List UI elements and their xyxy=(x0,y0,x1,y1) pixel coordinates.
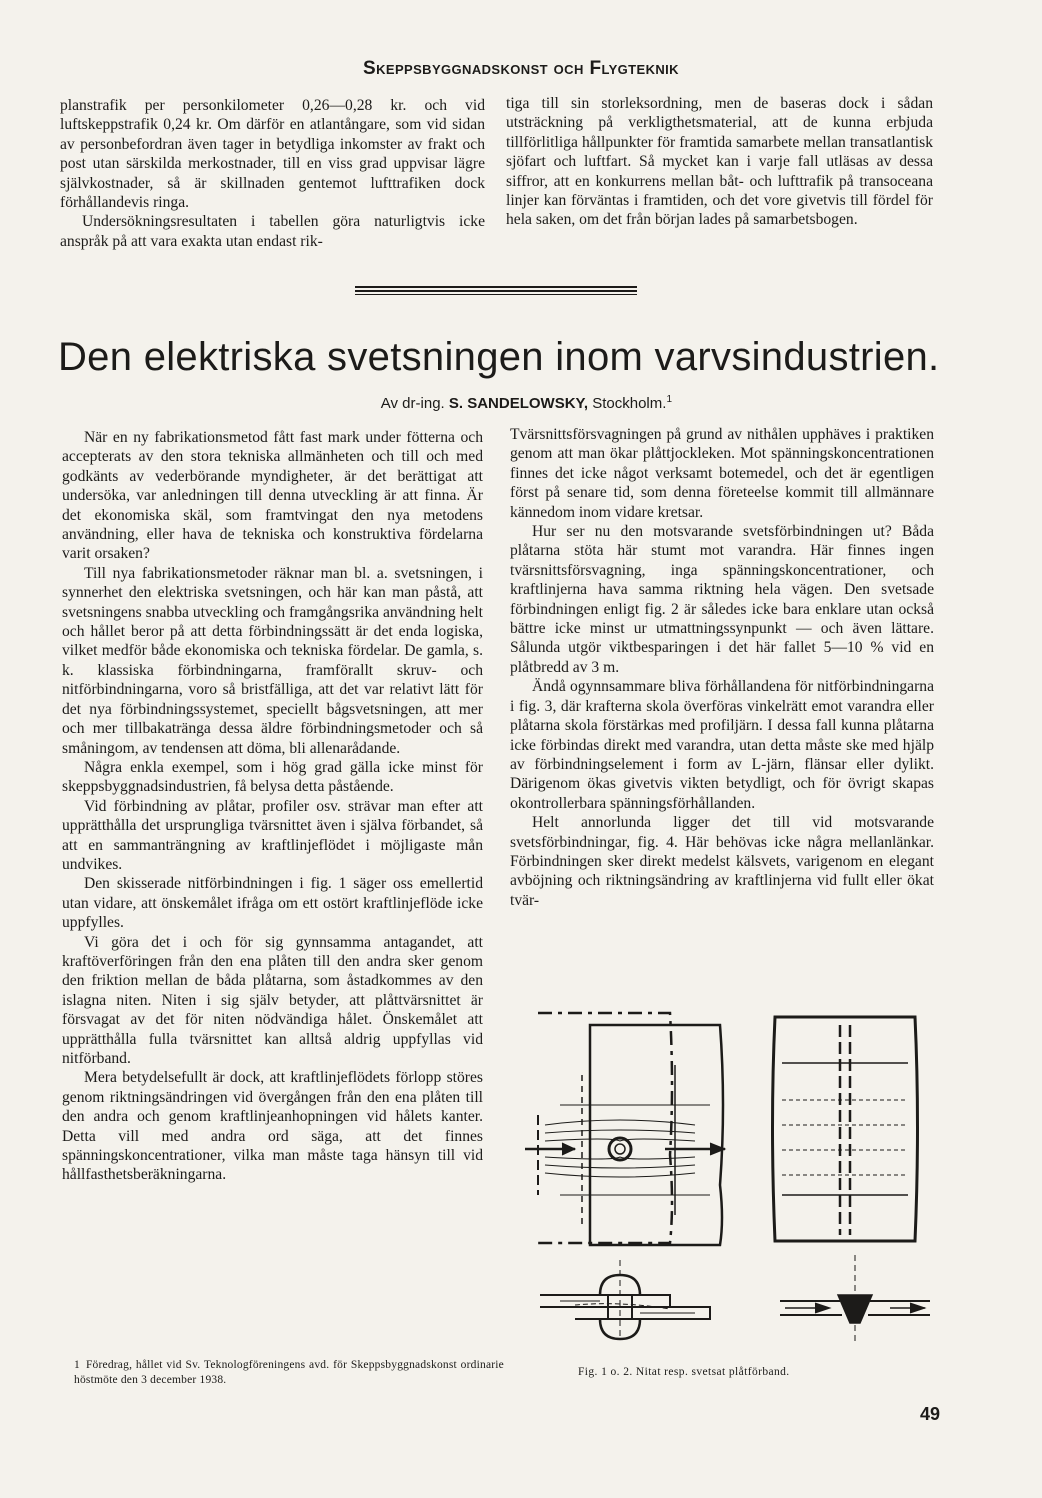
article-title: Den elektriska svetsningen inom varvsindustrien. xyxy=(58,335,940,379)
paragraph: Vid förbindning av plåtar, profiler osv. strävar man efter att upprätthålla det ursprungliga tvärsnittet även i själva förbandet, så att en sammanträngning av kraftlinjeflödet i möjligaste mån undvikes. xyxy=(62,797,483,873)
paragraph: När en ny fabrikationsmetod fått fast mark under fötterna och accepterats av den stora tekniska allmänheten och till och med godkänts av vederbörande myndigheter, är det berättigat att undersöka, var anledningen till denna utveckling är att finna. Är det ekonomiska skäl, som framtvingat den nya metodens användning, eller hava de tekniska och konstruktiva fördelarna varit orsaken? xyxy=(62,429,483,563)
running-head: Skeppsbyggnadskonst och Flygteknik xyxy=(363,58,679,79)
article-left-column xyxy=(62,428,483,1185)
paragraph: Undersökningsresultaten i tabellen göra naturligtvis icke anspråk på att vara exakta utan endast rik- xyxy=(60,213,485,250)
previous-article-left-column xyxy=(60,96,485,251)
paragraph: planstrafik per personkilometer 0,26—0,28 kr. och vid luftskeppstrafik 0,24 kr. Om därför en atlantångare, som vid sidan av personbefordran även tager in betydliga inkomster av frakt och post utan särskilda merkostnader, till en viss grad uppvisar lägre självkostnader, så är skillnaden gentemot lufttrafiken dock förhållandevis ringa. xyxy=(60,97,485,212)
figure-caption: Fig. 1 o. 2. Nitat resp. svetsat plåtförband. xyxy=(578,1366,790,1378)
paragraph: Mera betydelsefullt är dock, att kraftlinjeflödets förlopp störes genom riktningsändringen vid övergången från den ena plåten till den andra och genom kraftlinjeanhopningen vid hålets kanter. Detta vill med andra ord säga, att det finnes spänningskoncentrationer, vilka man måste taga hänsyn till vid hållfasthetsberäkningarna. xyxy=(62,1069,483,1184)
riveted-plate-plan xyxy=(525,1013,725,1245)
paragraph: Tvärsnittsförsvagningen på grund av nithålen upphäves i praktiken genom att man ökar plåttjockleken. Mot spänningskoncentrationen finnes det icke något verksamt botemedel, och det är egentligen först på senare tid, som denna företeelse kommit till allmännare kännedom inom vidare kretsar. xyxy=(510,426,934,521)
byline-prefix: Av dr-ing. xyxy=(380,395,445,412)
welded-section xyxy=(780,1255,930,1345)
footnote-marker: 1 xyxy=(666,394,672,405)
previous-article-right-column xyxy=(506,94,933,230)
footnote-text: Föredrag, hållet vid Sv. Teknologföreningens avd. för Skeppsbyggnadskonst ordinarie höstmöte den 3 december 1938. xyxy=(74,1359,504,1386)
author-location: Stockholm. xyxy=(592,395,667,412)
figure-riveted-welded-joint xyxy=(520,1005,940,1350)
author-name: S. SANDELOWSKY, xyxy=(448,395,589,412)
byline xyxy=(0,394,672,412)
paragraph: Till nya fabrikationsmetoder räknar man bl. a. svetsningen, i synnerhet den elektriska svetsningen, och här kan man påstå, att svetsningens snabba utveckling och framgångsrika användning helt och hållet beror på att detta förbindningssätt är det enda logiska, vilket medför både ekonomiska och tekniska fördelar. De gamla, s. k. klassiska förbindningarna, framförallt skruv- och nitförbindningarna, voro så bristfälliga, att det var relativt lätt för det nya förbindningssystemet, speciellt bågsvetsningen, att mer och mer tillbakatränga dessa äldre förbindningsmetoder och så småningom, av tendensen att döma, bli allenarådande. xyxy=(62,564,483,757)
paragraph: Ändå ogynnsammare bliva förhållandena för nitförbindningarna i fig. 3, där krafterna skola överföras vinkelrätt emot varandra eller plåtarna skola förstärkas med profiljärn. I dessa fall kunna plåtarna icke förbindas direkt med varandra, utan detta måste ske med hjälp av förbindningselement i form av L-järn, flänsar eller dylikt. Därigenom ökas givetvis vikten betydligt, och för övrigt skapas okontrollerbara spänningsförhållanden. xyxy=(510,678,934,812)
riveted-section xyxy=(540,1260,710,1340)
section-divider xyxy=(355,286,637,295)
footnote xyxy=(74,1358,504,1388)
paragraph: tiga till sin storleksordning, men de baseras dock i sådan utsträckning på verkligthetsmaterial, att de kunna erbjuda tillförlitliga hållpunkter för framtida samarbete mellan transatlantisk sjöfart och luftfart. Så mycket kan i varje fall utläsas av dessa siffror, att en konkurrens mellan båt- och lufttrafik på transoceana linjer kan förväntas i framtiden, och det vore givetvis till fördel för hela saken, om det från början lades på samarbetsbogen. xyxy=(506,95,933,229)
article-right-column xyxy=(510,425,934,910)
page-number: 49 xyxy=(920,1404,941,1424)
paragraph: Helt annorlunda ligger det till vid motsvarande svetsförbindningar, fig. 4. Här behövas icke några mellanlänkar. Förbindningen sker direkt medelst kälsvets, varigenom en elegant avböjning och riktningsändring av kraftlinjerna vid fullt eller ökat tvär- xyxy=(510,814,934,909)
footnote-marker: 1 xyxy=(74,1359,80,1371)
paragraph: Några enkla exempel, som i hög grad gälla icke minst för skeppsbyggnadsindustrien, få belysa detta påstående. xyxy=(62,758,483,796)
paragraph: Den skisserade nitförbindningen i fig. 1 säger oss emellertid utan vidare, att önskemålet ifråga om ett ostört kraftlinjeflöde icke uppfylles. xyxy=(62,875,483,932)
welded-plate-plan xyxy=(773,1017,918,1241)
paragraph: Vi göra det i och för sig gynnsamma antagandet, att kraftöverföringen från den ena plåten till den andra sker genom den friktion mellan de båda plåtarna, som åstadkommes av den islagna niten. Niten i sig själv betyder, att plåttvärsnittet är försvagat av det för niten nödvändiga hålet. Önskemålet att upprätthålla fulla tvärsnittet kan alltså aldrig uppfyllas vid nitförband. xyxy=(62,933,483,1067)
paragraph: Hur ser nu den motsvarande svetsförbindningen ut? Båda plåtarna stöta här stumt mot varandra. Här finnes ingen tvärsnittsförsvagning, inga spänningskoncentrationer, och kraftlinjerna hava samma riktning hela vägen. Den svetsade förbindningen enligt fig. 2 är således icke bara enklare utan också bättre icke minst ur utmattningssynpunkt — och även lättare. Sålunda utgör viktbesparingen i det här fallet 5—10 % vid en plåtbredd av 3 m. xyxy=(510,523,934,676)
